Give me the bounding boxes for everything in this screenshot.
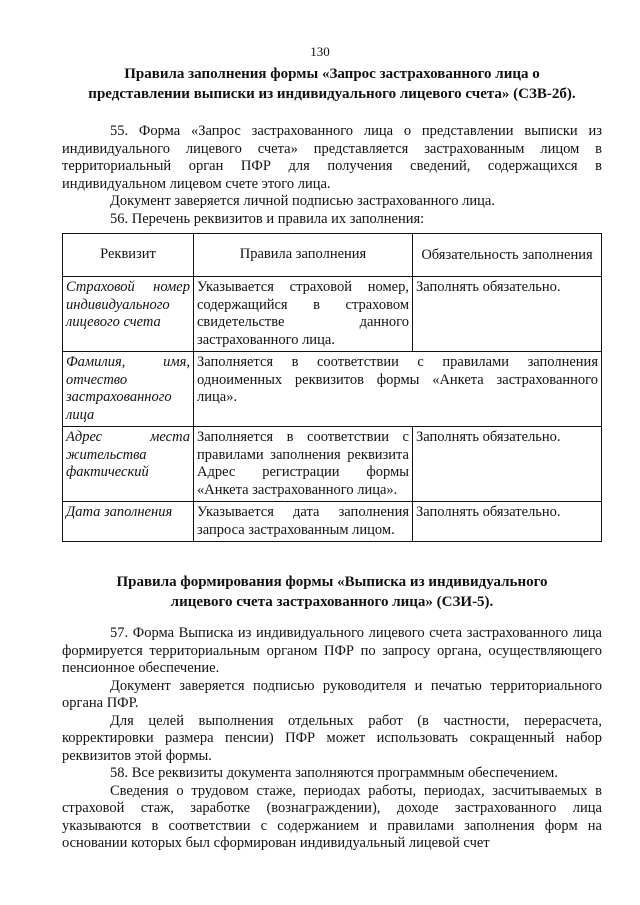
cell-rule: Заполняется в соответствии с правилами заполнения реквизита Адрес регистрации формы «Анкета застрахованного лица». [194,427,413,502]
cell-required: Заполнять обязательно. [413,277,602,352]
requisites-table [62,233,602,542]
page-number: 130 [310,44,330,59]
paragraph-head-signature: Документ заверяется подписью руководителя и печатью территориального органа ПФР. [62,677,602,711]
table-header-row [63,234,602,277]
table-row [63,427,602,502]
section-1-title-line-1: Правила заполнения формы «Запрос застрахованного лица о [124,66,540,82]
paragraph-reduced-set: Для целей выполнения отдельных работ (в частности, перерасчета, корректировки размера пенсии) ПФР может использовать сокращенный набор реквизитов этой формы. [62,712,602,764]
section-2-title-line-2: лицевого счета застрахованного лица» (СЗИ-5). [170,594,494,610]
paragraph-personal-signature: Документ заверяется личной подписью застрахованного лица. [110,193,495,209]
header-rule: Правила заполнения [194,234,413,277]
paragraph-58: 58. Все реквизиты документа заполняются программным обеспечением. [110,765,558,781]
section-1-heading [62,64,602,104]
cell-required: Заполнять обязательно. [413,427,602,502]
section-1-title-line-2: представлении выписки из индивидуального лицевого счета» (СЗВ-2б). [88,86,576,102]
section-2-heading [62,572,602,612]
section-2-title-line-1: Правила формирования формы «Выписка из индивидуального [116,574,548,590]
cell-required: Заполнять обязательно. [413,502,602,542]
paragraph-55: 55. Форма «Запрос застрахованного лица о представлении выписки из индивидуального лицевого счета» представляется застрахованным лицом в территориальный орган ПФР для получения сведений, содержащихся в индивидуальном лицевом счете этого лица. [62,123,602,192]
header-field: Реквизит [63,234,194,277]
cell-field: Дата заполнения [63,502,194,542]
header-required: Обязательность заполнения [413,234,602,277]
section-1-body [62,123,602,228]
table-row [63,277,602,352]
cell-rule: Указывается дата заполнения запроса застрахованным лицом. [194,502,413,542]
cell-rule: Заполняется в соответствии с правилами заполнения одноименных реквизитов формы «Анкета застрахованного лица». [194,352,602,427]
cell-field: Фамилия, имя, отчество застрахованного лица [63,352,194,427]
paragraph-57: 57. Форма Выписка из индивидуального лицевого счета застрахованного лица формируется территориальным органом ПФР по запросу органа, осуществляющего пенсионное обеспечение. [62,625,602,676]
paragraph-work-info: Сведения о трудовом стаже, периодах работы, периодах, засчитываемых в страховой стаж, заработке (вознаграждении), доходе застрахованного лица указываются в соответствии с содержанием и правилами заполнения форм на основании которых был сформирован индивидуальный лицевой счет [62,782,602,851]
cell-field: Адрес места жительства фактический [63,427,194,502]
cell-rule: Указывается страховой номер, содержащийся в страховом свидетельстве данного застрахованного лица. [194,277,413,352]
table-row [63,352,602,427]
section-2-body [62,625,602,853]
cell-field: Страховой номер индивидуального лицевого счета [63,277,194,352]
paragraph-56: 56. Перечень реквизитов и правила их заполнения: [110,210,425,227]
table-row [63,502,602,542]
